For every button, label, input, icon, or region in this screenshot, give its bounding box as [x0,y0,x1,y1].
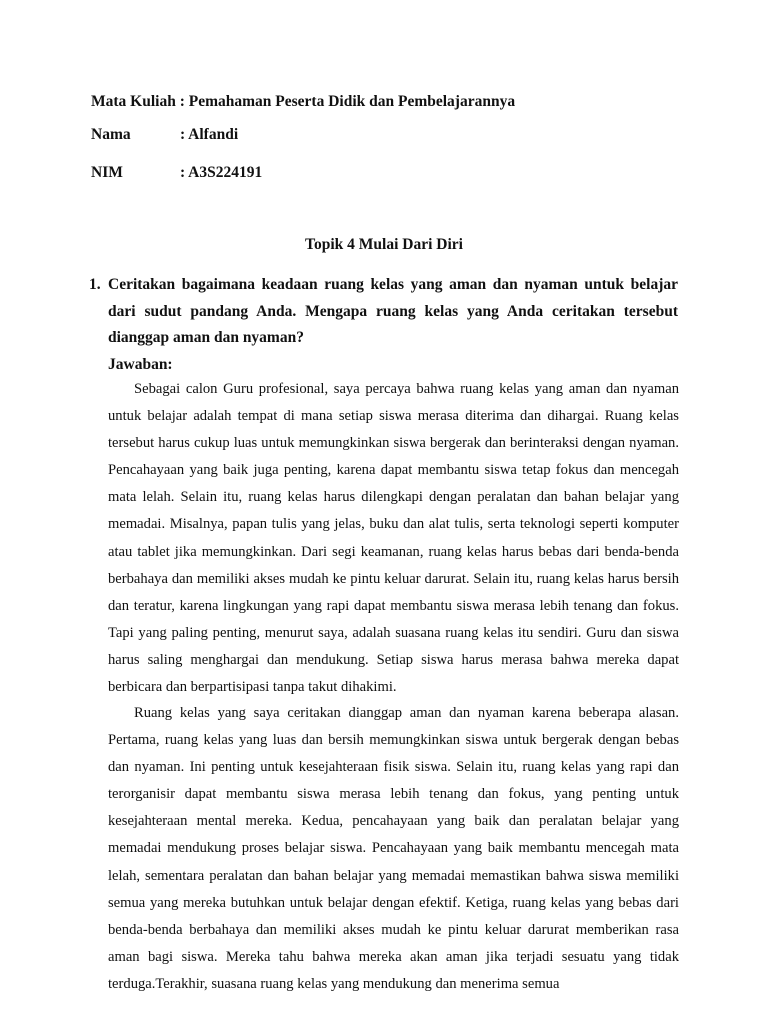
course-text: Mata Kuliah : Pemahaman Peserta Didik dan Pembelajarannya [91,93,516,110]
answer-paragraph-1: Sebagai calon Guru profesional, saya percaya bahwa ruang kelas yang aman dan nyaman untuk belajar adalah tempat di mana setiap siswa merasa diterima dan dihargai. Ruang kelas tersebut harus cukup luas untuk memungkinkan siswa bergerak dan berinteraksi dengan nyaman. Pencahayaan yang baik juga penting, karena dapat membantu siswa tetap fokus dan mencegah mata lelah. Selain itu, ruang kelas harus dilengkapi dengan peralatan dan bahan belajar yang memadai. Misalnya, papan tulis yang jelas, buku dan alat tulis, serta teknologi seperti komputer atau tablet jika memungkinkan. Dari segi keamanan, ruang kelas harus bebas dari benda-benda berbahaya dan memiliki akses mudah ke pintu keluar darurat. Selain itu, ruang kelas harus bersih dan teratur, karena lingkungan yang rapi dapat membantu siswa merasa lebih tenang dan fokus. Tapi yang paling penting, menurut saya, adalah suasana ruang kelas itu sendiri. Guru dan siswa harus saling menghargai dan mendukung. Setiap siswa harus merasa bahwa mereka dapat berbicara dan berpartisipasi tanpa takut dihakimi. [108,381,679,696]
question-text: Ceritakan bagaimana keadaan ruang kelas yang aman dan nyaman untuk belajar dari sudut pandang Anda. Mengapa ruang kelas yang Anda ceritakan tersebut dianggap aman dan nyaman? [108,276,678,346]
name-label: Nama [91,126,131,143]
answer-label: Jawaban: [108,356,173,373]
course-line [91,92,515,112]
answer-paragraph-2: Ruang kelas yang saya ceritakan dianggap aman dan nyaman karena beberapa alasan. Pertama, ruang kelas yang luas dan bersih memungkinkan siswa untuk bergerak dengan bebas dan nyaman. Ini penting untuk kesejahteraan fisik siswa. Selain itu, ruang kelas yang rapi dan terorganisir dapat membantu siswa merasa lebih tenang dan fokus, yang penting untuk kesejahteraan mental mereka. Kedua, pencahayaan yang baik dan peralatan belajar yang memadai mendukung proses belajar siswa. Pencahayaan yang baik membantu mencegah mata lelah, sementara peralatan dan bahan belajar yang memadai memastikan bahwa siswa memiliki semua yang mereka butuhkan untuk belajar dengan efektif. Ketiga, ruang kelas yang bebas dari benda-benda berbahaya dan memiliki akses mudah ke pintu keluar darurat memberikan rasa aman bagi siswa. Mereka tahu bahwa mereka akan aman jika terjadi sesuatu yang tidak terduga.Terakhir, suasana ruang kelas yang mendukung dan menerima semua [108,705,679,992]
nim-label: NIM [91,164,123,181]
nim-value: : A3S224191 [180,164,263,181]
name-line [91,125,238,145]
name-value: : Alfandi [180,126,239,143]
question-number: 1. [89,276,101,293]
document-title: Topik 4 Mulai Dari Diri [305,236,463,253]
nim-line [91,163,262,183]
